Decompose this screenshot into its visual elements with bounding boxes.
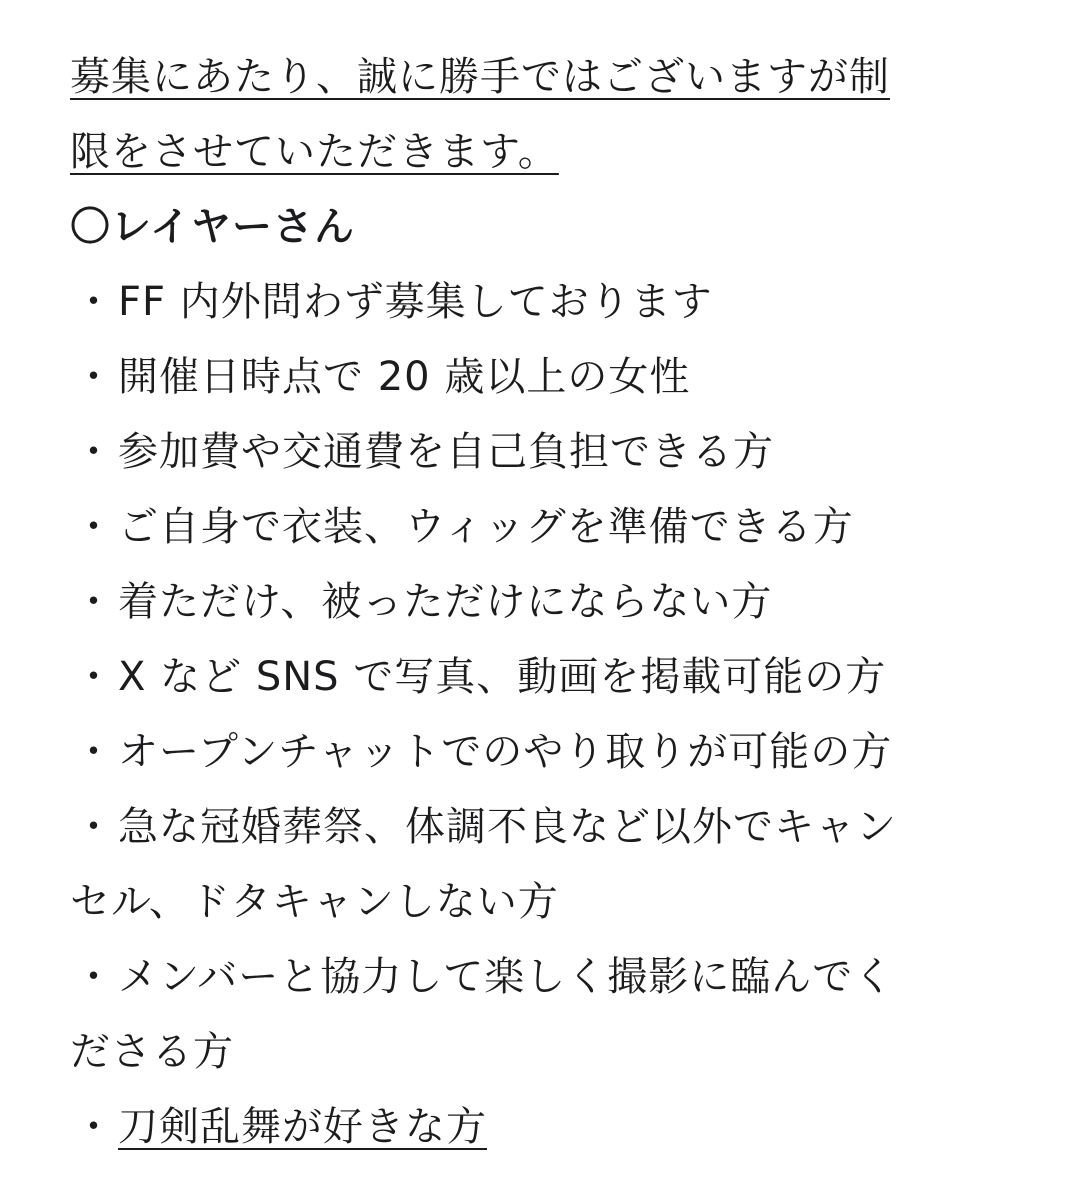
list-item-text: オープンチャットでのやり取りが可能の方 [118,729,893,775]
list-item-text: 刀剣乱舞が好きな方 [118,1104,487,1150]
list-item-text: FF 内外問わず募集しております [118,279,713,325]
bullet-mark: ・ [73,279,115,325]
requirements-list [70,265,1030,1165]
list-item-text: 開催日時点で 20 歳以上の女性 [118,354,691,400]
list-item-text: 参加費や交通費を自己負担できる方 [118,429,774,475]
list-item-continuation: ださる方 [70,1029,234,1075]
bullet-mark: ・ [73,354,115,400]
list-item-text: 着ただけ、被っただけにならない方 [118,579,773,625]
bullet-mark: ・ [73,654,115,700]
bullet-mark: ・ [73,729,115,775]
list-item [70,940,1030,1090]
list-item-text: ご自身で衣装、ウィッグを準備できる方 [118,504,854,550]
intro-paragraph [70,40,1030,190]
bullet-mark: ・ [73,804,115,850]
bullet-mark: ・ [73,429,115,475]
list-item [70,565,1030,640]
intro-line-1: 募集にあたり、誠に勝手ではございますが制 [70,54,890,100]
list-item [70,340,1030,415]
list-item [70,715,1030,790]
intro-line-2: 限をさせていただきます。 [70,129,559,175]
list-item [70,790,1030,940]
list-item [70,1090,1030,1165]
list-item-text: X など SNS で写真、動画を掲載可能の方 [118,654,887,700]
bullet-mark: ・ [73,504,115,550]
list-item-text: 急な冠婚葬祭、体調不良など以外でキャン [118,804,897,850]
list-item [70,265,1030,340]
bullet-mark: ・ [73,1104,115,1150]
list-item [70,415,1030,490]
list-item-text: メンバーと協力して楽しく撮影に臨んでく [118,954,895,1000]
list-item-continuation: セル、ドタキャンしない方 [70,879,559,925]
list-item [70,490,1030,565]
section-heading: 〇レイヤーさん [70,204,355,250]
bullet-mark: ・ [73,954,115,1000]
bullet-mark: ・ [73,579,115,625]
document-body [70,40,1030,1165]
list-item [70,640,1030,715]
